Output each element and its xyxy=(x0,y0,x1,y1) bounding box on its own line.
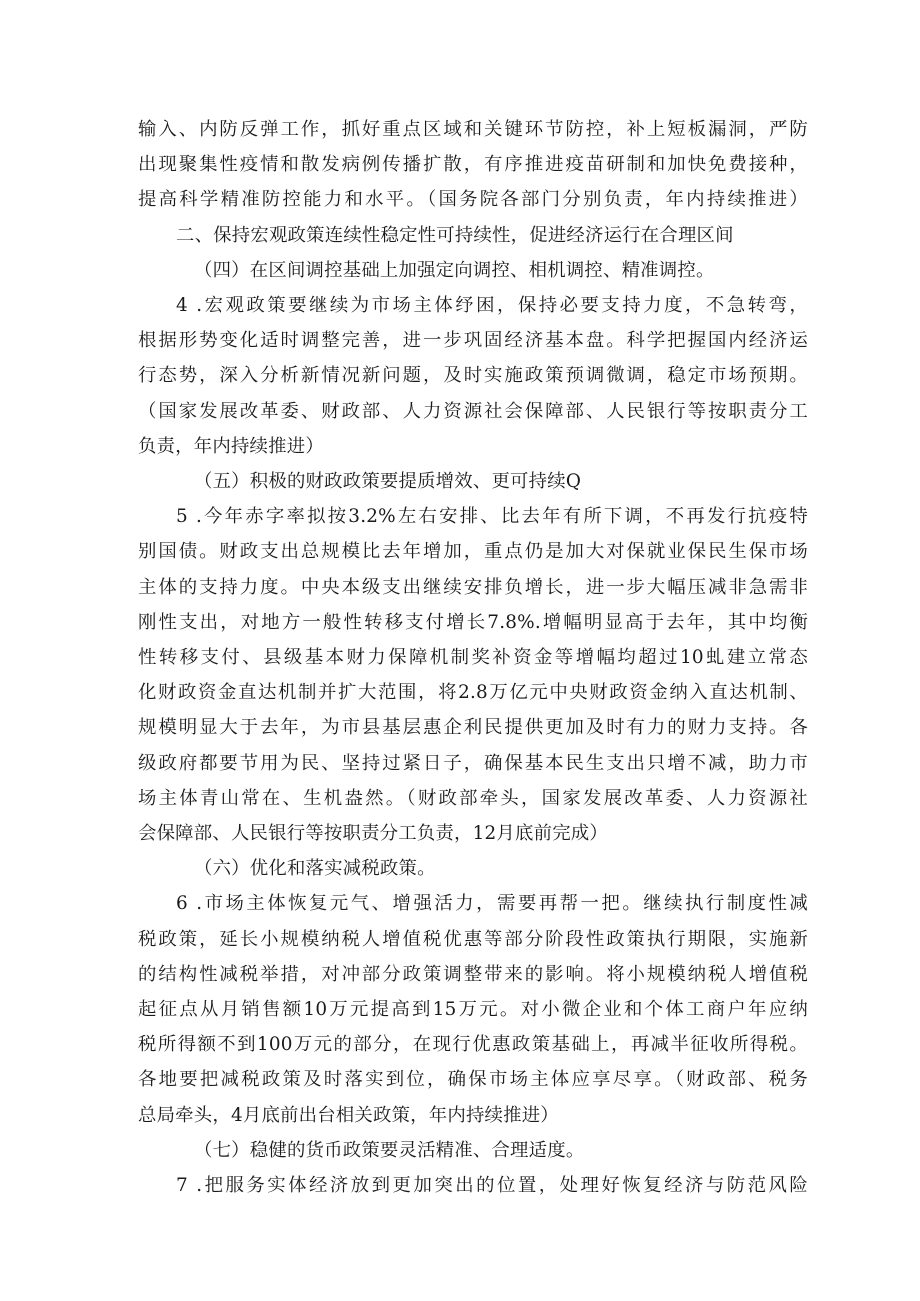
text-line: （五）积极的财政政策要提质增效、更可持续Q xyxy=(194,471,582,493)
text-line: 7 .把服务实体经济放到更加突出的位置，处理好恢复经济与防范风险 xyxy=(176,1175,808,1197)
text-line: 出现聚集性疫情和散发病例传播扩散，有序推进疫苗研制和加快免费接种， xyxy=(138,154,808,176)
text-line: 性转移支付、县级基本财力保障机制奖补资金等增幅均超过10虬建立常态 xyxy=(138,647,808,669)
text-line: 化财政资金直达机制并扩大范围，将2.8万亿元中央财政资金纳入直达机制、 xyxy=(138,682,808,704)
text-line: 税政策，延长小规模纳税人增值税优惠等部分阶段性政策执行期限，实施新 xyxy=(138,928,808,950)
text-line: 负责，年内持续推进） xyxy=(138,435,324,457)
text-line: 输入、内防反弹工作，抓好重点区域和关键环节防控，补上短板漏洞，严防 xyxy=(138,119,808,140)
document-body xyxy=(138,112,808,1203)
text-line: 行态势，深入分析新情况新问题，及时实施政策预调微调，稳定市场预期。 xyxy=(138,365,808,387)
text-line: 别国债。财政支出总规模比去年增加，重点仍是加大对保就业保民生保市场 xyxy=(138,541,808,563)
text-line: 二、保持宏观政策连续性稳定性可持续性，促进经济运行在合理区间 xyxy=(176,224,734,246)
text-line: 5 .今年赤字率拟按3.2%左右安排、比去年有所下调，不再发行抗疫特 xyxy=(176,506,808,528)
text-line: （六）优化和落实减税政策。 xyxy=(194,858,436,880)
text-line: 各地要把减税政策及时落实到位，确保市场主体应享尽享。（财政部、税务 xyxy=(138,1069,808,1091)
text-line: 起征点从月销售额10万元提高到15万元。对小微企业和个体工商户年应纳 xyxy=(138,999,808,1021)
text-line: 提高科学精准防控能力和水平。（国务院各部门分别负责，年内持续推进） xyxy=(138,189,808,211)
text-line: 的结构性减税举措，对冲部分政策调整带来的影响。将小规模纳税人增值税 xyxy=(138,963,808,985)
text-line: （七）稳健的货币政策要灵活精准、合理适度。 xyxy=(194,1139,585,1161)
text-line: 刚性支出，对地方一般性转移支付增长7.8%.增幅明显高于去年，其中均衡 xyxy=(138,611,808,633)
text-line: 税所得额不到100万元的部分，在现行优惠政策基础上，再减半征收所得税。 xyxy=(138,1034,808,1056)
text-line: 会保障部、人民银行等按职责分工负责，12月底前完成） xyxy=(138,823,608,845)
text-line: 规模明显大于去年，为市县基层惠企利民提供更加及时有力的财力支持。各 xyxy=(138,717,808,739)
text-line: 4 .宏观政策要继续为市场主体纾困，保持必要支持力度，不急转弯， xyxy=(176,295,808,317)
text-line: 总局牵头，4月底前出台相关政策，年内持续推进） xyxy=(138,1104,559,1126)
text-line: （四）在区间调控基础上加强定向调控、相机调控、精准调控。 xyxy=(194,259,715,281)
text-line: 级政府都要节用为民、坚持过紧日子，确保基本民生支出只增不减，助力市 xyxy=(138,752,808,774)
text-line: 场主体青山常在、生机盎然。（财政部牵头，国家发展改革委、人力资源社 xyxy=(138,787,808,809)
text-line: 根据形势变化适时调整完善，进一步巩固经济基本盘。科学把握国内经济运 xyxy=(138,330,808,352)
text-line: （国家发展改革委、财政部、人力资源社会保障部、人民银行等按职责分工 xyxy=(138,400,808,422)
text-line: 6 .市场主体恢复元气、增强活力，需要再帮一把。继续执行制度性减 xyxy=(176,893,808,915)
text-line: 主体的支持力度。中央本级支出继续安排负增长，进一步大幅压减非急需非 xyxy=(138,576,808,598)
